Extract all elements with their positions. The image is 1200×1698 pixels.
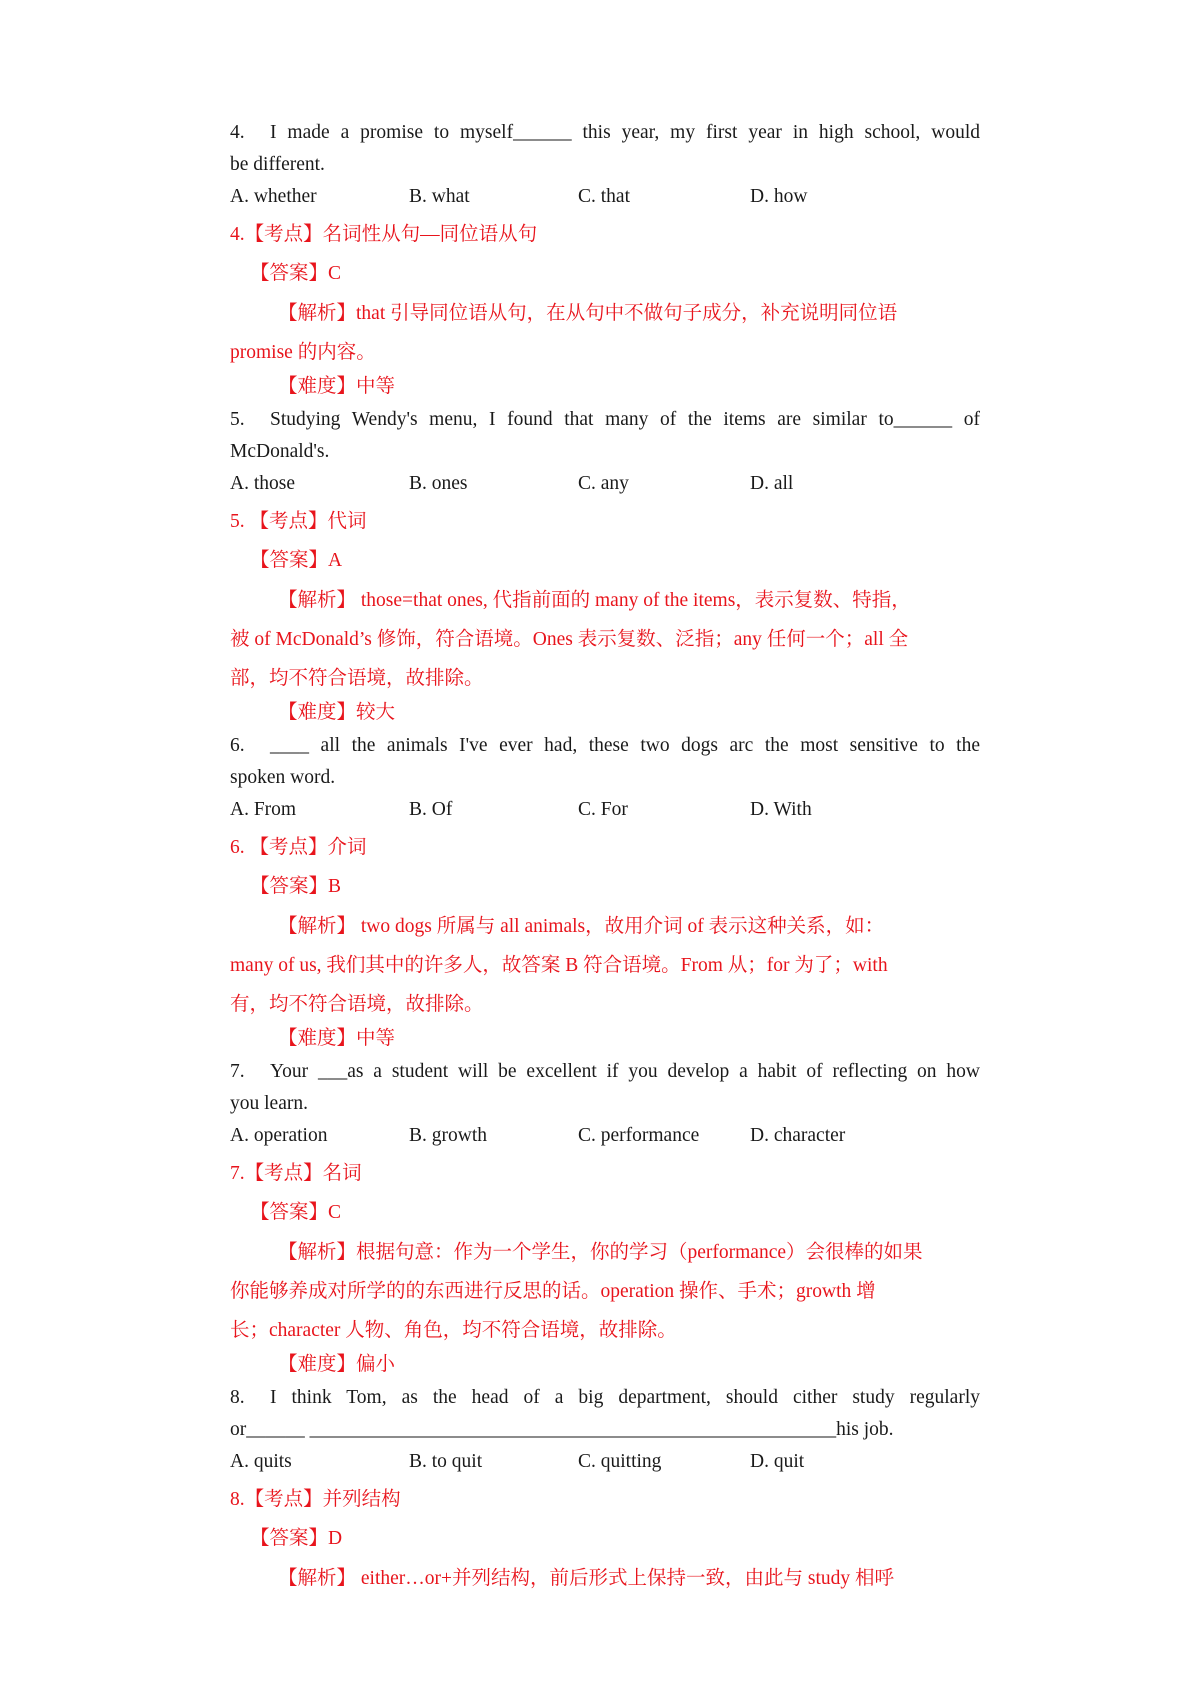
answer-option: B. growth (409, 1125, 487, 1146)
question-number: 8. (230, 1387, 245, 1408)
analysis-point: 8.【考点】并列结构 (230, 1489, 401, 1510)
question-stem-line: I made a promise to myself______ this year, my first year in high school, would (270, 122, 980, 143)
question-block (230, 117, 980, 404)
analysis-point: 4.【考点】名词性从句—同位语从句 (230, 224, 538, 245)
document-content (230, 117, 980, 1598)
question-number: 7. (230, 1061, 245, 1082)
question-stem-line: be different. (230, 154, 325, 175)
answer-option: D. character (750, 1125, 846, 1146)
answer-option: C. that (578, 186, 630, 207)
answer-option: B. what (409, 186, 470, 207)
answer-option: D. all (750, 473, 794, 494)
analysis-answer: 【答案】C (250, 263, 342, 284)
analysis-explanation (230, 294, 980, 372)
answer-option: D. quit (750, 1451, 805, 1472)
analysis-explanation (230, 1233, 980, 1350)
analysis-difficulty: 【难度】偏小 (278, 1354, 396, 1375)
analysis-point: 5. 【考点】代词 (230, 511, 367, 532)
explanation-line: promise 的内容。 (230, 342, 376, 363)
answer-option: B. Of (409, 799, 453, 820)
explanation-line: 【解析】 those=that ones, 代指前面的 many of the items，表示复数、特指， (278, 590, 911, 611)
question-number: 4. (230, 122, 245, 143)
analysis-explanation (230, 1559, 980, 1598)
question-stem (230, 1382, 980, 1446)
analysis-answer: 【答案】C (250, 1202, 342, 1223)
explanation-line: 【解析】 either…or+并列结构，前后形式上保持一致，由此与 study 相呼 (278, 1568, 895, 1589)
answer-option: A. From (230, 799, 297, 820)
analysis-answer: 【答案】A (250, 550, 343, 571)
answer-option: C. For (578, 799, 628, 820)
answer-option: A. operation (230, 1125, 328, 1146)
question-stem (230, 730, 980, 794)
question-block (230, 1382, 980, 1598)
answer-option: B. to quit (409, 1451, 483, 1472)
explanation-line: 长；character 人物、角色，均不符合语境，故排除。 (230, 1320, 677, 1341)
question-stem-line: Your ___as a student will be excellent if you develop a habit of reflecting on how (270, 1061, 980, 1082)
question-stem-line: spoken word. (230, 767, 336, 788)
question-stem (230, 117, 980, 181)
question-number: 5. (230, 409, 245, 430)
answer-option: D. how (750, 186, 808, 207)
answer-option: C. quitting (578, 1451, 662, 1472)
answer-option: A. whether (230, 186, 317, 207)
explanation-line: many of us, 我们其中的许多人，故答案 B 符合语境。From 从；for 为了；with (230, 955, 888, 976)
analysis-answer: 【答案】B (250, 876, 342, 897)
answer-option: C. any (578, 473, 629, 494)
analysis-explanation (230, 581, 980, 698)
analysis-difficulty: 【难度】中等 (278, 1028, 396, 1049)
explanation-line: 【解析】 two dogs 所属与 all animals，故用介词 of 表示这种关系，如： (278, 916, 885, 937)
question-stem-line: or______ ______________________________________________________his job. (230, 1419, 894, 1440)
explanation-line: 有，均不符合语境，故排除。 (230, 994, 484, 1015)
analysis-difficulty: 【难度】中等 (278, 376, 396, 397)
answer-option: A. those (230, 473, 295, 494)
question-number: 6. (230, 735, 245, 756)
question-stem (230, 404, 980, 468)
question-stem-line: I think Tom, as the head of a big department, should cither study regularly (270, 1387, 980, 1408)
answer-options (230, 1120, 980, 1152)
answer-option: C. performance (578, 1125, 700, 1146)
explanation-line: 【解析】根据句意：作为一个学生，你的学习（performance）会很棒的如果 (278, 1242, 923, 1263)
analysis-point: 7.【考点】名词 (230, 1163, 362, 1184)
analysis-point: 6. 【考点】介词 (230, 837, 367, 858)
answer-options (230, 181, 980, 213)
question-stem-line: ____ all the animals I've ever had, these two dogs arc the most sensitive to the (270, 735, 980, 756)
analysis-difficulty: 【难度】较大 (278, 702, 396, 723)
explanation-line: 你能够养成对所学的的东西进行反思的话。operation 操作、手术；growth 增 (230, 1281, 876, 1302)
explanation-line: 部，均不符合语境，故排除。 (230, 668, 484, 689)
answer-option: B. ones (409, 473, 468, 494)
analysis-answer: 【答案】D (250, 1528, 343, 1549)
explanation-line: 被 of McDonald’s 修饰，符合语境。Ones 表示复数、泛指；any 任何一个；all 全 (230, 629, 909, 650)
question-block (230, 404, 980, 730)
question-stem-line: McDonald's. (230, 441, 330, 462)
answer-options (230, 1446, 980, 1478)
analysis-explanation (230, 907, 980, 1024)
question-block (230, 1056, 980, 1382)
question-stem (230, 1056, 980, 1120)
question-block (230, 730, 980, 1056)
question-stem-line: Studying Wendy's menu, I found that many of the items are similar to______ of (270, 409, 980, 430)
answer-options (230, 468, 980, 500)
answer-option: D. With (750, 799, 812, 820)
question-stem-line: you learn. (230, 1093, 308, 1114)
explanation-line: 【解析】that 引导同位语从句，在从句中不做句子成分，补充说明同位语 (278, 303, 898, 324)
answer-options (230, 794, 980, 826)
answer-option: A. quits (230, 1451, 292, 1472)
